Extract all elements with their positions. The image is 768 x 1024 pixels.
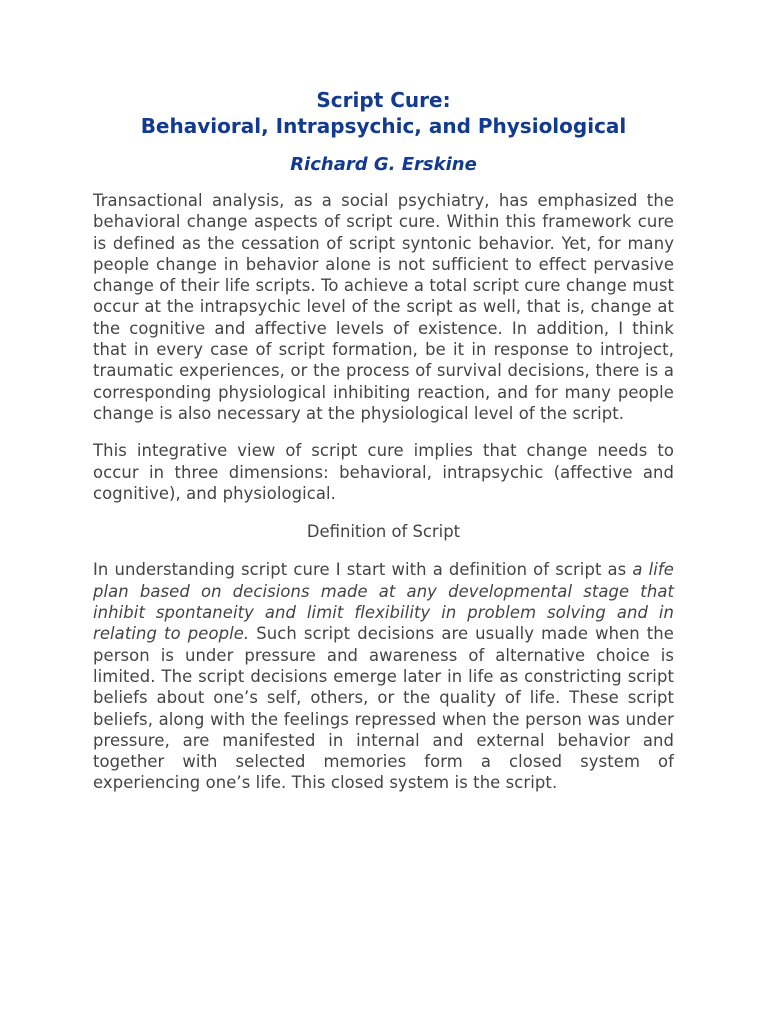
paragraph-integrative-view: This integrative view of script cure implies that change needs to occur in three dimensions: behavioral, intrapsychic (affective and cognitive), and physiological. — [93, 441, 674, 503]
title-line-1: Script Cure: — [316, 88, 451, 112]
section-heading: Definition of Script — [306, 522, 461, 542]
title-line-2: Behavioral, Intrapsychic, and Physiological — [140, 114, 627, 138]
definition-intro-text: In understanding script cure I start with a definition of script as — [93, 560, 633, 580]
definition-rest-text: Such script decisions are usually made when the person is under pressure and awareness of alternative choice is limited. The script decisions emerge later in life as constricting script beliefs about one’s self, others, or the quality of life. These script beliefs, along with the feelings repressed when the person was under pressure, are manifested in internal and external behavior and together with selected memories form a closed system of experiencing one’s life. This closed system is the script. — [93, 624, 674, 793]
paragraph-definition — [93, 559, 674, 793]
paragraph-introduction: Transactional analysis, as a social psychiatry, has emphasized the behavioral change aspects of script cure. Within this framework cure is defined as the cessation of script syntonic behavior. Yet, for many people change in behavior alone is not sufficient to effect pervasive change of their life scripts. To achieve a total script cure change must occur at the intrapsychic level of the script as well, that is, change at the cognitive and affective levels of existence. In addition, I think that in every case of script formation, be it in response to introject, traumatic experiences, or the process of survival decisions, there is a corresponding physiological inhibiting reaction, and for many people change is also necessary at the physiological level of the script. — [93, 191, 674, 423]
author-name: Richard G. Erskine — [290, 154, 477, 175]
document-page — [93, 87, 674, 794]
definition-italic-text: a life plan based on decisions made at any developmental stage that inhibit spontaneity and limit flexibility in problem solving and in relating to people. — [93, 560, 674, 644]
document-title — [93, 87, 674, 139]
